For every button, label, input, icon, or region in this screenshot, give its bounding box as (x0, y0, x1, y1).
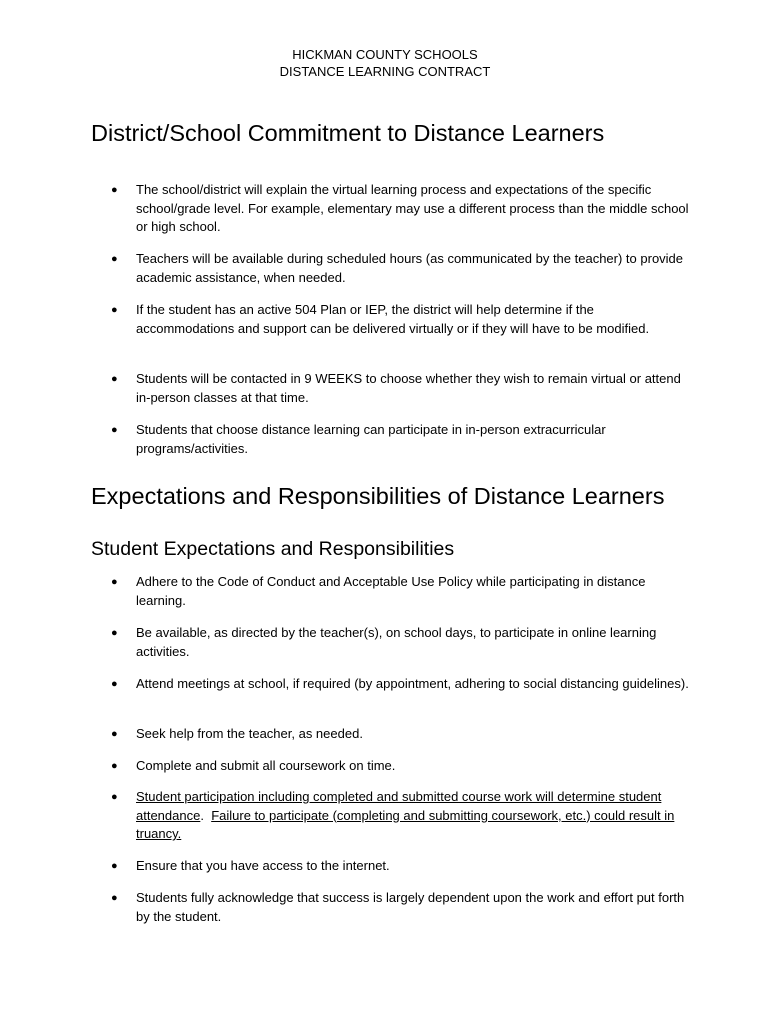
bullet-icon: ● (111, 860, 118, 872)
list-item: ● Students that choose distance learning can participate in in-person extracurricular programs/activities. (111, 422, 606, 456)
list-item: ● Seek help from the teacher, as needed. (111, 725, 691, 744)
list-item: ● Be available, as directed by the teacher(s), on school days, to participate in online learning activities. (111, 625, 657, 659)
attendance-policy-separator: . (200, 807, 212, 823)
bullet-icon: ● (111, 424, 118, 436)
commitment-heading: District/School Commitment to Distance Learners (91, 120, 605, 146)
bullet-icon: ● (111, 760, 118, 772)
truancy-warning-text: Failure to participate (completing and submitting coursework, etc.) could result in truancy. (136, 807, 675, 841)
attendance-policy-item (111, 788, 691, 844)
header-school-name: HICKMAN COUNTY SCHOOLS (292, 47, 478, 62)
attendance-policy-text: Student participation including completed and submitted course work will determine student attendance (136, 789, 662, 823)
expectations-heading: Expectations and Responsibilities of Distance Learners (91, 483, 665, 509)
bullet-icon: ● (111, 791, 118, 803)
bullet-icon: ● (111, 627, 118, 639)
list-item: ● Adhere to the Code of Conduct and Acceptable Use Policy while participating in distance learning. (111, 574, 646, 608)
bullet-icon: ● (111, 253, 118, 265)
list-item: ● The school/district will explain the virtual learning process and expectations of the specific school/grade level. For example, elementary may use a different process than the middle school or high school. (111, 182, 689, 234)
list-item: ● Teachers will be available during scheduled hours (as communicated by the teacher) to provide academic assistance, when needed. (111, 251, 684, 285)
bullet-icon: ● (111, 892, 118, 904)
list-item: ● Students will be contacted in 9 WEEKS to choose whether they wish to remain virtual or attend in-person classes at that time. (111, 371, 681, 405)
document-header (0, 46, 770, 80)
student-expectations-subheading: Student Expectations and Responsibilities (91, 538, 455, 560)
list-item: ● Students fully acknowledge that success is largely dependent upon the work and effort put forth by the student. (111, 890, 685, 924)
list-item: ● Attend meetings at school, if required (by appointment, adhering to social distancing guidelines). (111, 675, 691, 694)
list-item: ● Complete and submit all coursework on time. (111, 757, 691, 776)
bullet-icon: ● (111, 184, 118, 196)
bullet-icon: ● (111, 304, 118, 316)
header-contract-title: DISTANCE LEARNING CONTRACT (279, 64, 491, 79)
bullet-icon: ● (111, 576, 118, 588)
bullet-icon: ● (111, 678, 118, 690)
bullet-icon: ● (111, 373, 118, 385)
bullet-icon: ● (111, 728, 118, 740)
list-item: ● If the student has an active 504 Plan or IEP, the district will help determine if the accommodations and support can be delivered virtually or if they will have to be modified. (111, 302, 650, 336)
list-item: ● Ensure that you have access to the internet. (111, 857, 691, 876)
